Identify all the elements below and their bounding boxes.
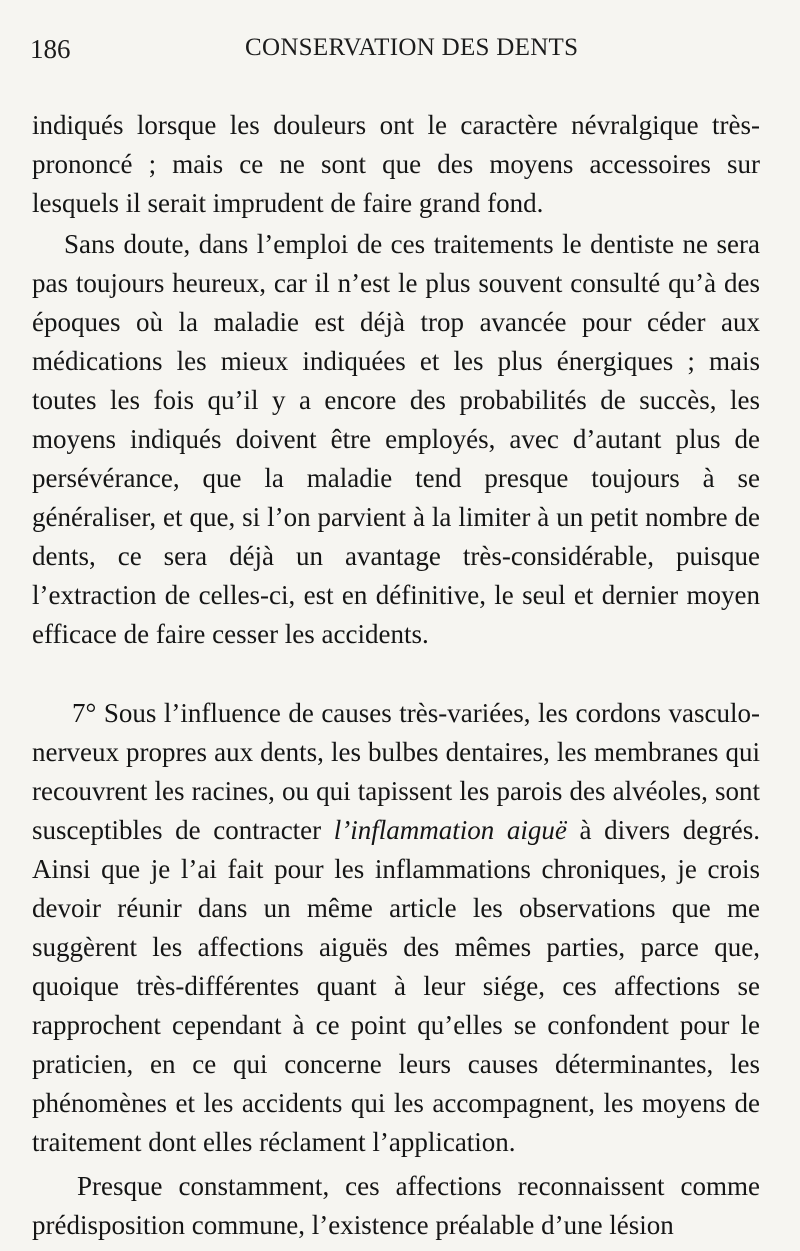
paragraph-3 [32, 694, 760, 1162]
paragraph-2: Sans doute, dans l’emploi de ces traitements le dentiste ne sera pas toujours heureux, car il n’est le plus souvent consulté qu’à des époques où la maladie est déjà trop avancée pour céder aux médications les mieux indiquées et les plus énergiques ; mais toutes les fois qu’il y a encore des probabilités de succès, les moyens indiqués doivent être employés, avec d’autant plus de persévérance, que la maladie tend presque toujours à se généraliser, et que, si l’on parvient à la limiter à un petit nombre de dents, ce sera déjà un avantage très-considérable, puisque l’extraction de celles-ci, est en définitive, le seul et dernier moyen efficace de faire cesser les accidents. [32, 229, 760, 649]
italic-term: l’inflammation aiguë [333, 815, 567, 845]
running-head: CONSERVATION DES DENTS [245, 34, 579, 61]
page-header [30, 30, 760, 70]
paragraph-3-text-b: à divers degrés. Ainsi que je l’ai fait pour les inflammations chroniques, je crois devoir réunir dans un même article les observations que me suggèrent les affections aiguës des mêmes parties, parce que, quoique très-différentes quant à leur siége, ces affections se rapprochent cependant à ce point qu’elles se confondent pour le praticien, en ce qui concerne leurs causes déterminantes, les phénomènes et les accidents qui les accompagnent, les moyens de traitement dont elles réclament l’application. [32, 815, 761, 1157]
paragraph-3-text-a: 7° Sous l’influence de causes très-variées, les cordons vasculo-nerveux propres aux dents, les bulbes dentaires, les membranes qui recouvrent les racines, ou qui tapissent les parois des alvéoles, sont susceptibles de contracter [32, 698, 760, 845]
paragraph-4: Presque constamment, ces affections reconnaissent comme prédisposition commune, l’existence préalable d’une lésion [32, 1171, 760, 1240]
paragraph-1: indiqués lorsque les douleurs ont le caractère névralgique très-prononcé ; mais ce ne sont que des moyens accessoires sur lesquels il serait imprudent de faire grand fond. [32, 110, 760, 218]
page-number: 186 [30, 34, 71, 64]
